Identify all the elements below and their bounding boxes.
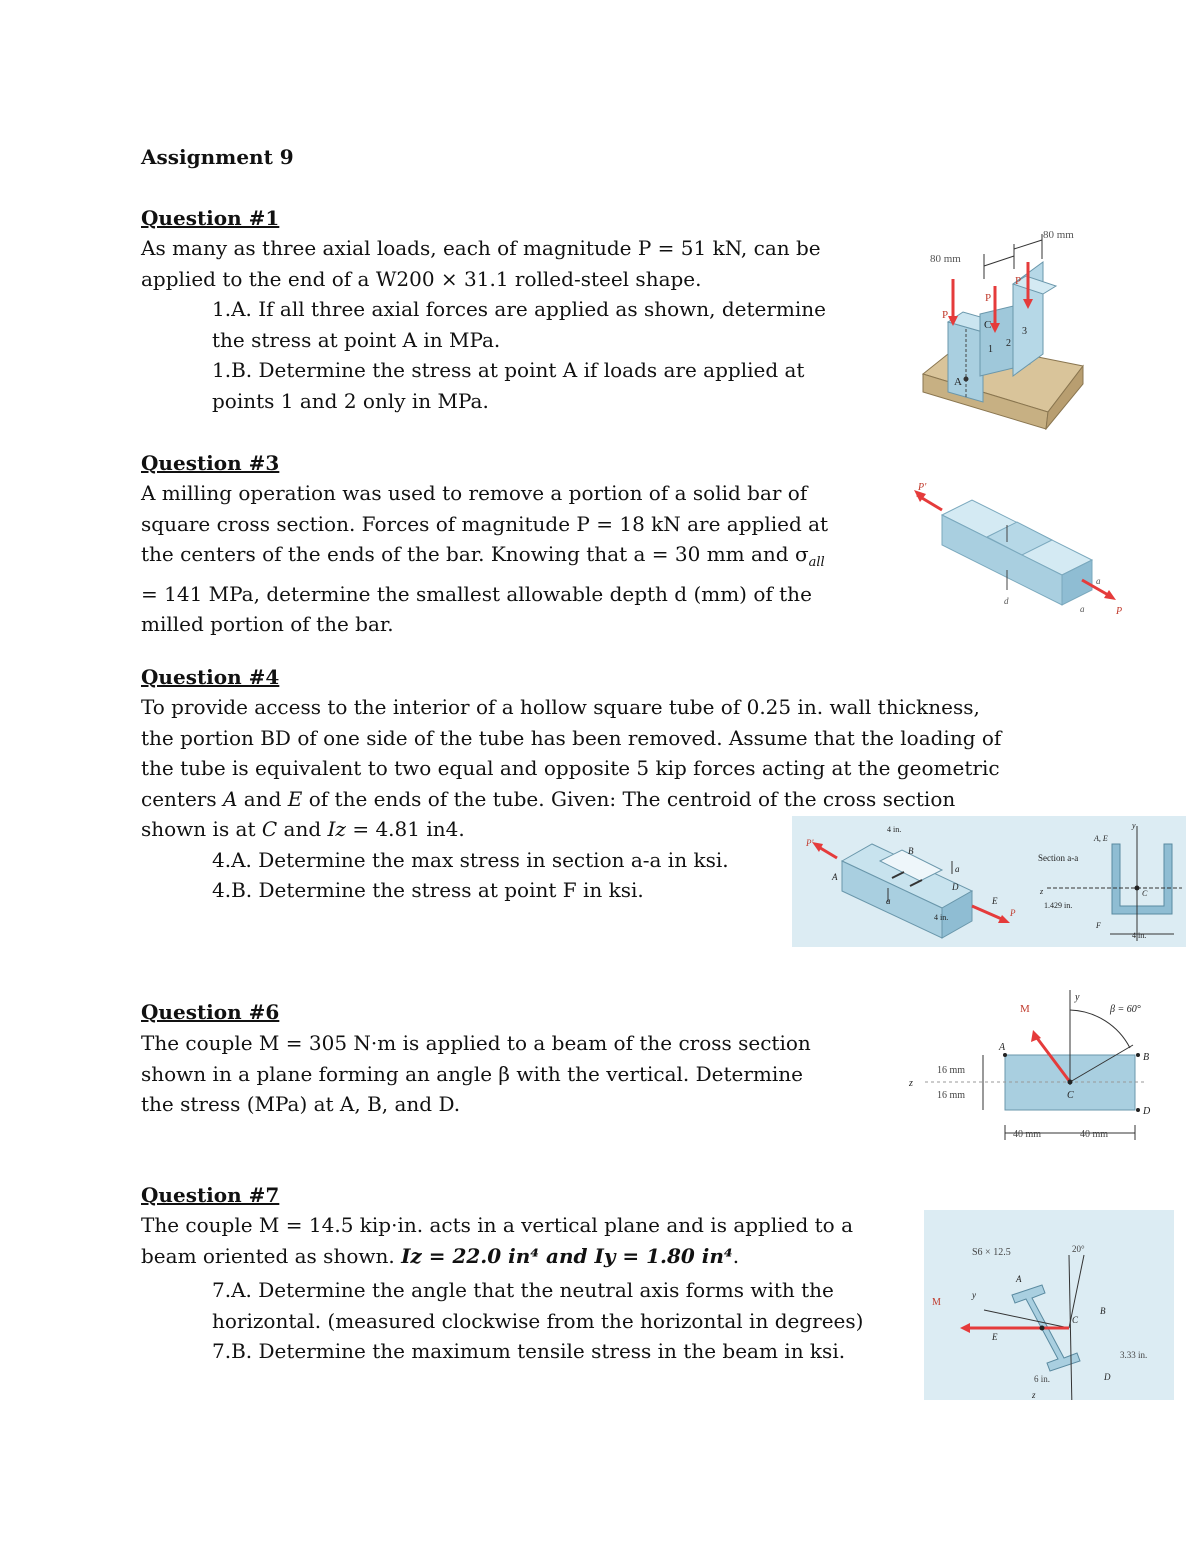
point-label: F — [1096, 921, 1101, 930]
force-label: P — [1015, 275, 1022, 287]
text-line: To provide access to the interior of a hollow square tube of 0.25 in. wall thickness, — [141, 695, 980, 719]
dim-label: 40 mm — [1013, 1129, 1042, 1140]
text-line: the stress at point A in MPa. — [212, 327, 501, 352]
point-label: C — [1067, 1090, 1074, 1101]
dim-label: 80 mm — [930, 253, 961, 265]
section-label: a — [886, 896, 891, 906]
question-6-text — [141, 1028, 811, 1120]
text-line: horizontal. (measured clockwise from the horizontal in degrees) — [212, 1308, 864, 1333]
point-label: B — [1100, 1306, 1106, 1316]
point-label: C — [1142, 889, 1148, 898]
section-label: a — [955, 864, 960, 874]
text-line: 1.A. If all three axial forces are applied as shown, determine — [212, 297, 827, 321]
dim-label: 80 mm — [1043, 229, 1074, 241]
text-line: 1.B. Determine the stress at point A if loads are applied at — [212, 358, 805, 382]
shape-label: S6 × 12.5 — [972, 1247, 1011, 1258]
text-line: shown is at C and Iz = 4.81 in4. — [141, 817, 465, 841]
text-line: 4.A. Determine the max stress in section a-a in ksi. — [212, 847, 729, 872]
dim-label: 16 mm — [937, 1065, 966, 1076]
axis-label: y — [1132, 821, 1136, 830]
axis-label: z — [1040, 887, 1044, 896]
question-6-heading: Question #6 — [141, 1000, 280, 1024]
axis-label: y — [1075, 992, 1080, 1003]
force-label: P — [1010, 908, 1016, 918]
text-line: the centers of the ends of the bar. Knowing that a = 30 mm and $\sigma_{all}$ — [141, 542, 825, 570]
question-7-text — [141, 1210, 863, 1367]
figure-q3-milled-bar — [912, 480, 1132, 620]
text-line: centers A and E of the ends of the tube. Given: The centroid of the cross section — [141, 786, 956, 811]
dim-label: 16 mm — [937, 1090, 966, 1101]
text-line: milled portion of the bar. — [141, 612, 394, 636]
point-label: B — [908, 846, 914, 856]
point-label: B — [1143, 1052, 1150, 1063]
point-label: A — [999, 1042, 1006, 1053]
figure-q7-s-beam — [924, 1210, 1174, 1400]
point-label: C — [1072, 1315, 1079, 1325]
dim-label: 1.429 in. — [1044, 901, 1073, 910]
text-line: applied to the end of a W200 × 31.1 rolled-steel shape. — [141, 266, 702, 291]
angle-label: 20° — [1072, 1244, 1085, 1254]
text-line: A milling operation was used to remove a portion of a solid bar of — [141, 481, 808, 505]
point-label: A — [832, 872, 838, 882]
point-label: D — [1104, 1372, 1111, 1382]
point-label: A — [1016, 1274, 1022, 1284]
force-label: P — [1116, 606, 1123, 617]
text-line: the tube is equivalent to two equal and opposite 5 kip forces acting at the geometric — [141, 756, 1000, 780]
dim-label: 6 in. — [1034, 1374, 1051, 1384]
dim-label: 3.33 in. — [1120, 1350, 1148, 1360]
point-label: 1 — [988, 344, 993, 355]
question-7-heading: Question #7 — [141, 1183, 280, 1207]
force-label: P' — [806, 838, 814, 848]
text-line: 7.A. Determine the angle that the neutral axis forms with the — [212, 1278, 834, 1302]
dim-label: 40 mm — [1080, 1129, 1109, 1140]
text-line: As many as three axial loads, each of magnitude P = 51 kN, can be — [141, 236, 821, 260]
dim-label: 4 in. — [934, 913, 949, 922]
text-line: beam oriented as shown. Iz = 22.0 in⁴ and Iy = 1.80 in⁴. — [141, 1243, 740, 1268]
text-line: The couple M = 305 N·m is applied to a beam of the cross section — [141, 1031, 811, 1055]
text-line: = 141 MPa, determine the smallest allowable depth d (mm) of the — [141, 581, 812, 606]
point-label: D — [1143, 1106, 1151, 1117]
force-label: P' — [918, 482, 927, 493]
question-3-heading: Question #3 — [141, 451, 280, 475]
question-1-text — [141, 233, 826, 416]
point-label: E — [992, 1332, 998, 1342]
force-label: P — [942, 309, 949, 321]
figure-q1-wide-flange — [918, 224, 1088, 430]
moment-label: M — [932, 1297, 941, 1308]
point-label: A, E — [1094, 834, 1108, 843]
question-3-text — [141, 478, 828, 640]
question-1-heading: Question #1 — [141, 206, 280, 230]
sigma-subscript: all — [808, 555, 825, 570]
question-4-heading: Question #4 — [141, 665, 280, 689]
dim-label: d — [1004, 596, 1009, 606]
section-title: Section a-a — [1038, 853, 1079, 863]
point-label: D — [952, 882, 959, 892]
text-line: square cross section. Forces of magnitude P = 18 kN are applied at — [141, 511, 829, 536]
point-label: A — [954, 376, 962, 388]
page-title: Assignment 9 — [141, 145, 294, 169]
dim-label: a — [1080, 604, 1085, 614]
force-label: P — [985, 292, 992, 304]
text-line: The couple M = 14.5 kip·in. acts in a vertical plane and is applied to a — [141, 1213, 854, 1237]
moment-label: M — [1020, 1003, 1030, 1015]
text-line: 4.B. Determine the stress at point F in ksi. — [212, 878, 644, 902]
dim-label: a — [1096, 576, 1101, 586]
dim-label: 4 in. — [887, 825, 902, 834]
point-label: 3 — [1022, 326, 1027, 337]
axis-label: y — [972, 1290, 976, 1300]
figure-q6-rect-beam — [905, 990, 1170, 1150]
point-label: C — [984, 319, 992, 331]
point-label: E — [992, 896, 998, 906]
angle-label: β = 60° — [1110, 1004, 1141, 1015]
figure-q4-hollow-tube — [792, 816, 1186, 947]
dim-label: 4 in. — [1132, 931, 1147, 940]
text-line: points 1 and 2 only in MPa. — [212, 388, 489, 413]
text-line: the portion BD of one side of the tube has been removed. Assume that the loading of — [141, 725, 1002, 750]
axis-label: z — [909, 1078, 913, 1089]
text-line: shown in a plane forming an angle β with the vertical. Determine — [141, 1061, 803, 1086]
point-label: 2 — [1006, 338, 1011, 349]
text-line: 7.B. Determine the maximum tensile stress in the beam in ksi. — [212, 1339, 846, 1363]
axis-label: z — [1032, 1390, 1036, 1400]
text-line: the stress (MPa) at A, B, and D. — [141, 1092, 461, 1116]
